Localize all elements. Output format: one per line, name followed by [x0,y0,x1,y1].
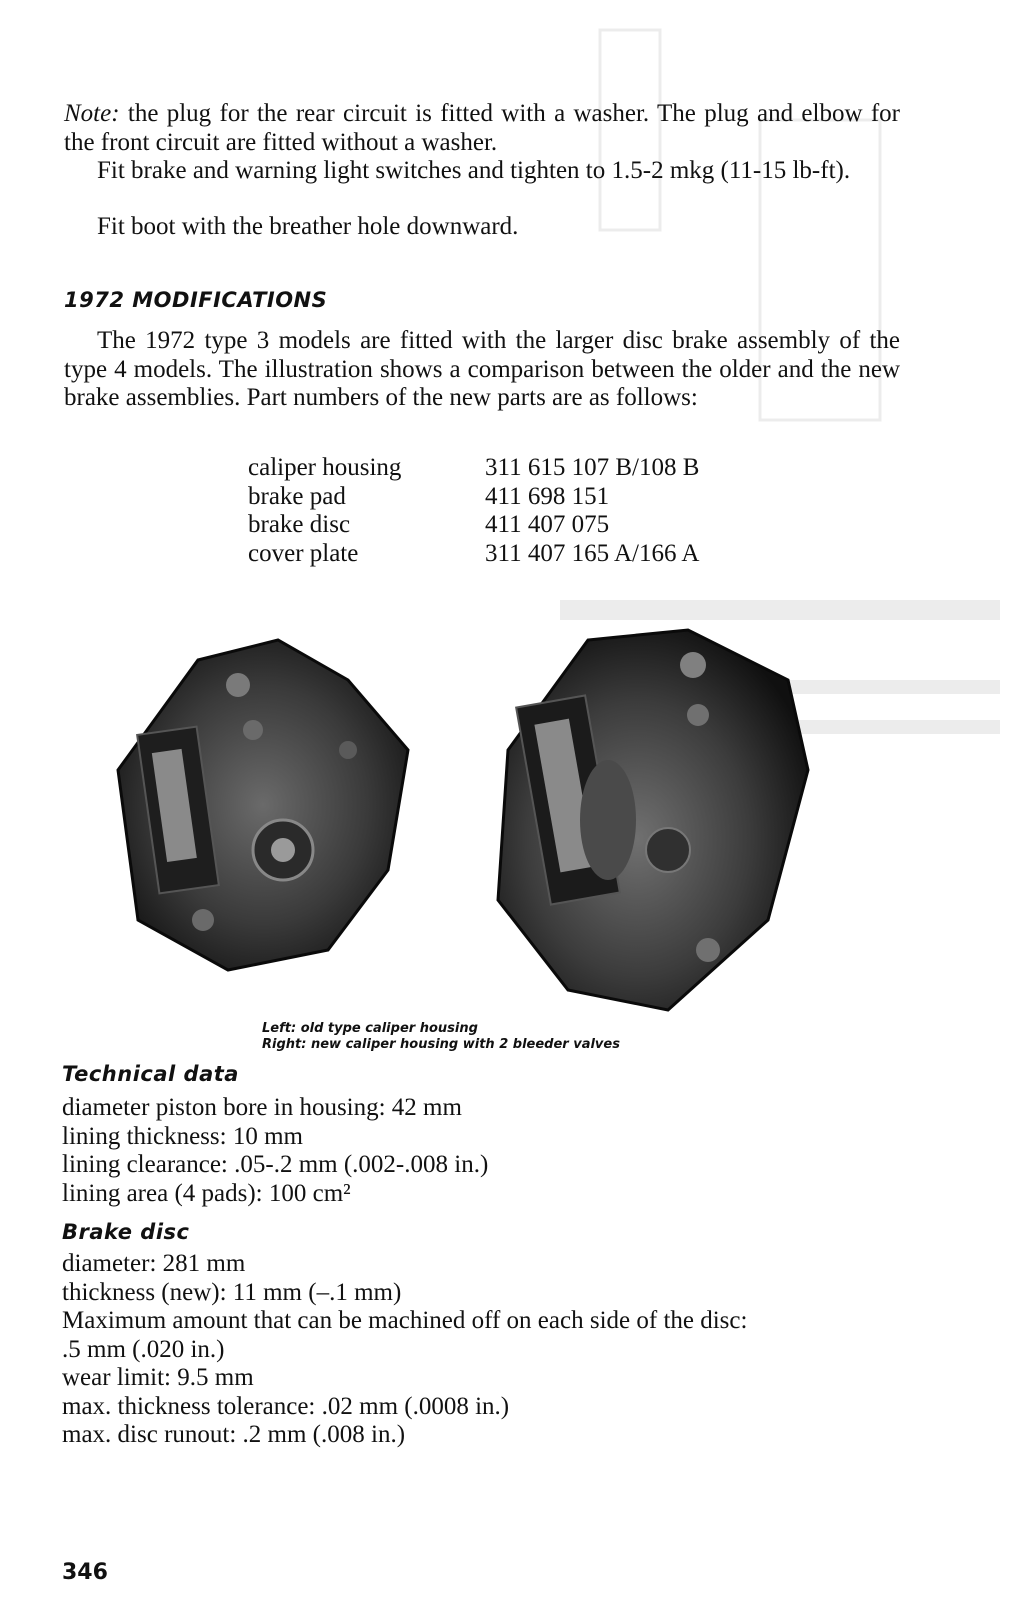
figure-caption [262,1021,620,1053]
technical-data-heading: Technical data [62,1062,239,1086]
part-number: 311 407 165 A/166 A [485,539,700,567]
list-item: Maximum amount that can be machined off on each side of the disc: [62,1307,748,1334]
list-item: .5 mm (.020 in.) [62,1335,225,1363]
table-row [248,454,699,483]
list-item: diameter piston bore in housing: 42 mm [62,1094,462,1121]
part-name: brake pad [248,482,346,510]
note-text: the plug for the rear circuit is fitted with a washer. The plug and elbow for the front circuit are fitted without a washer. [64,100,900,156]
part-name: cover plate [248,539,359,567]
note-paragraph [64,100,900,157]
brake-disc-heading: Brake disc [62,1220,190,1244]
caption-right: Right: new caliper housing with 2 bleeder valves [262,1037,620,1052]
part-number: 411 407 075 [485,511,610,538]
part-name: caliper housing [248,454,402,481]
part-number: 311 615 107 B/108 B [485,454,700,481]
page-number: 346 [62,1560,108,1585]
new-caliper-housing [498,630,808,1010]
list-item: lining thickness: 10 mm [62,1122,303,1150]
old-caliper-housing [118,640,408,970]
list-item: max. disc runout: .2 mm (.008 in.) [62,1421,406,1448]
table-row [248,483,699,512]
parts-table [248,454,699,568]
list-item: max. thickness tolerance: .02 mm (.0008 in.) [62,1392,510,1420]
boot-paragraph: Fit boot with the breather hole downward. [97,213,519,240]
technical-data-list [62,1094,488,1208]
modifications-heading: 1972 MODIFICATIONS [64,288,328,312]
note-label: Note: [64,100,120,127]
table-row [248,540,699,569]
list-item: thickness (new): 11 mm (–.1 mm) [62,1278,402,1306]
part-number: 411 698 151 [485,482,610,510]
list-item: wear limit: 9.5 mm [62,1364,254,1391]
modifications-paragraph: The 1972 type 3 models are fitted with the larger disc brake assembly of the type 4 models. The illustration shows a comparison between the older and the new brake assemblies. Part numbers of the new parts are as follows: [64,327,900,411]
caliper-comparison-photo [108,620,828,1030]
switches-paragraph: Fit brake and warning light switches and tighten to 1.5-2 mkg (11-15 lb-ft). [97,157,851,184]
list-item: lining area (4 pads): 100 cm² [62,1179,351,1207]
brake-disc-list [62,1250,747,1450]
list-item: lining clearance: .05-.2 mm (.002-.008 in.) [62,1151,489,1178]
list-item: diameter: 281 mm [62,1250,246,1277]
table-row [248,511,699,540]
caption-left: Left: old type caliper housing [262,1021,478,1036]
part-name: brake disc [248,511,351,538]
